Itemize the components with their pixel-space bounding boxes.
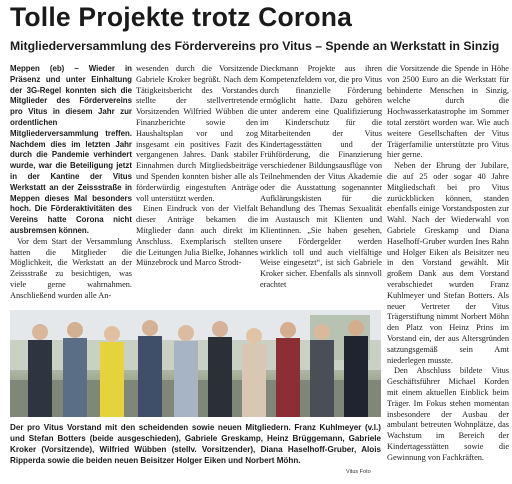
- article-column-3: [260, 64, 382, 306]
- group-photo: [10, 310, 381, 417]
- group-photo-illustration: [10, 310, 381, 417]
- article-paragraph: Dieckmann Projekte aus ihren Kompetenzfeldern vor, die pro Vitus durch finanzielle Förderung ermöglicht hatte. Dazu gehören unter anderem eine Qualifizierung im Kinderschutz für die Mitarbeitenden der Vitus Kindertagesstätten und der Frühförderung, die Finanzierung verschiedener Bildungsausflüge von Teilnehmenden der Vitus Akademie oder die Ausstattung sogenannter Aufklärungskisten für die Behandlung des Themas Sexualität im Austausch mit Klienten und Klientinnen. „Sie haben gesehen, unsere Fördergelder werden wirklich toll und auch vielfältige Weise eingesetzt“, ist sich Gabriele Kroker sicher. Ebenfalls als sinnvoll erachtet: [260, 64, 382, 289]
- article-paragraph: Einen Eindruck von der Vielfalt dieser Anträge bekamen die Mitglieder dann auch direkt im Anschluss. Exemplarisch stellten die Leitungen Julia Bielke, Johannes Münzebrock und Marco Strodt-: [136, 204, 258, 268]
- article-paragraph: Den Abschluss bildete Vitus Geschäftsführer Michael Korden mit einem aktuellen Einblick beim Träger. Im Fokus stehen momentan insbesondere der Ausbau der ambulant betreuten Wohnplätze, das Wachstum im Bereich der Kindertagesstätten sowie die Gewinnung von Fachkräften.: [387, 366, 509, 462]
- headline: Tolle Projekte trotz Corona: [10, 2, 353, 32]
- article-lead-paragraph: Meppen (eb) – Wieder in Präsenz und unter Einhaltung der 3G-Regel konnten sich die Mitglieder des Fördervereins pro Vitus in diesem Jahr zur ordentlichen Mitgliederversammlung treffen. Nachdem dies im letzten Jahr durch die Pandemie verhindert wurde, war die Beteiligung jetzt in der Kantine der Vitus Werkstatt an der Zeissstraße in Meppen dieses Mal besonders hoch. Die Förderaktivitäten des Vereins hatte Corona nicht ausbremsen können.: [10, 64, 132, 235]
- article-column-1: [10, 64, 132, 306]
- article-paragraph: die Vorsitzende die Spende in Höhe von 2500 Euro an die Werkstatt für behinderte Menschen in Sinzig, welche durch die Hochwasserkatastrophe im Sommer total zerstört worden war. Wie auch weitere Gesellschaften der Vitus Trägerfamilie unterstützte pro Vitus hier gerne.: [387, 64, 509, 160]
- article-column-4: [387, 64, 509, 474]
- article-paragraph: wesenden durch die Vorsitzende Gabriele Kroker begrüßt. Nach dem Tätigkeitsbericht des Vorstandes stellte der stellvertretende Vorsitzenden Wilfried Wübben die Finanzberichte sowie den Haushaltsplan vor und zog insgesamt ein positives Fazit des vergangenen Jahres. Dank stabiler Einnahmen durch Mitgliedsbeiträge und Spenden konnten bisher alle als förderwürdig eingestuften Anträge voll unterstützt werden.: [136, 64, 258, 203]
- article-paragraph: Neben der Ehrung der Jubilare, die auf 25 oder sogar 40 Jahre Mitgliedschaft bei pro Vitus zurückblicken können, standen ebenfalls einige Vorstandsposten zur Wahl. Nach der Wiederwahl von Gabriele Greskamp und Diana Haselhoff-Gruber wurden Ines Rahn und Holger Eiken als Beisitzer neu in den Vorstand gewählt. Mit großem Dank aus dem Vorstand verabschiedet wurden Franz Kuhlmeyer und Stefan Botters. Als neuer Vertreter der Vitus Trägerstiftung nimmt Norbert Möhn den Platz von Heinz Prins im Vorstand ein, der aus Altersgründen satzungsgemäß sein Amt niederlegen musste.: [387, 161, 509, 365]
- photo-caption: Der pro Vitus Vorstand mit den scheidenden sowie neuen Mitgliedern. Franz Kuhlmeyer (v.l.) und Stefan Botters (beide ausgeschieden), Gabriele Greskamp, Heinz Brüggemann, Gabriele Kroker (Vorsitzende), Wilfried Wübben (stellv. Vorsitzender), Diana Haselhoff-Gruber, Alois Ripperda sowie die beiden neuen Beisitzer Holger Eiken und Norbert Möhn.: [10, 423, 381, 465]
- photo-credit: Vitus Foto: [346, 469, 371, 475]
- subheadline: Mitgliederversammlung des Fördervereins pro Vitus – Spende an Werkstatt in Sinzig: [10, 39, 500, 53]
- article-column-2: [136, 64, 258, 306]
- article-paragraph: Vor dem Start der Versammlung hatten die Mitglieder die Möglichkeit, die Werkstatt an der Zeissstraße zu besichtigen, was viele gerne wahrnahmen. Anschließend wurden alle An-: [10, 236, 132, 300]
